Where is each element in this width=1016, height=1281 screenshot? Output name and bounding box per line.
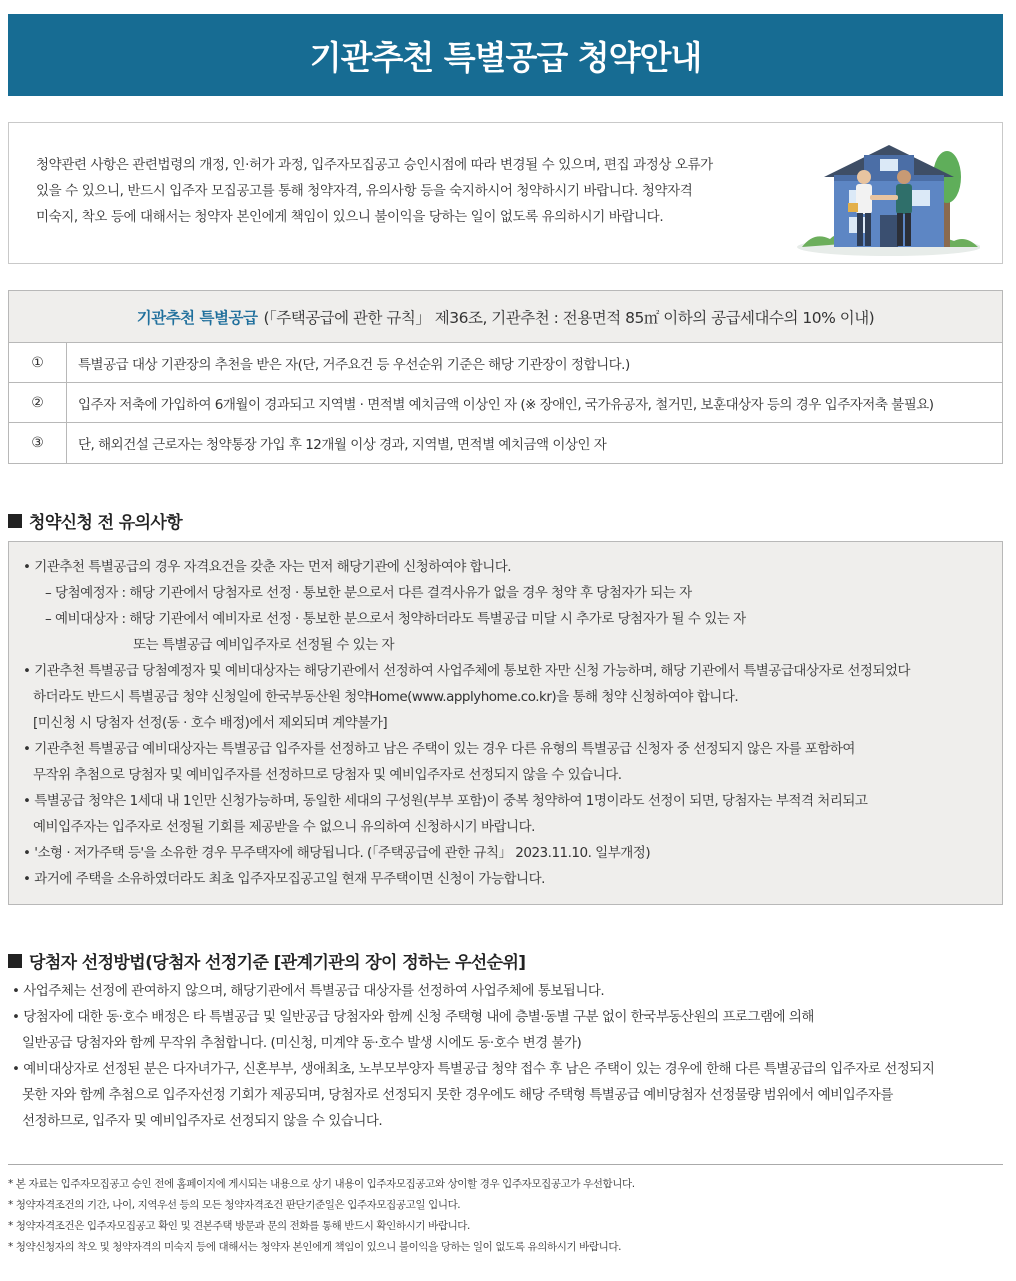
list-item: • 기관추천 특별공급의 경우 자격요건을 갖춘 자는 먼저 해당기관에 신청하여야 합니다. <box>23 559 512 575</box>
list-item: 무작위 추첨으로 당첨자 및 예비입주자를 선정하므로 당첨자 및 예비입주자로 선정되지 않을 수 있습니다. <box>33 767 622 783</box>
list-item: 하더라도 반드시 특별공급 청약 신청일에 한국부동산원 청약Home(www.applyhome.co.kr)을 통해 청약 신청하여야 합니다. <box>33 689 739 705</box>
list-item: • 사업주체는 선정에 관여하지 않으며, 해당기관에서 특별공급 대상자를 선정하여 사업주체에 통보됩니다. <box>12 983 605 999</box>
footnote: * 청약자격조건의 기간, 나이, 지역우선 등의 모든 청약자격조건 판단기준일은 입주자모집공고일 입니다. <box>8 1199 461 1211</box>
row-number: ③ <box>9 423 67 463</box>
table-row <box>9 383 1002 423</box>
quota-table-header <box>9 291 1002 343</box>
square-bullet-icon <box>8 954 22 968</box>
quota-title: 기관추천 특별공급 <box>136 308 258 327</box>
page-title: 기관추천 특별공급 청약안내 <box>309 37 702 77</box>
list-item: – 당첨예정자 : 해당 기관에서 당첨자로 선정 · 통보한 분으로서 다른 결격사유가 없을 경우 청약 후 당첨자가 되는 자 <box>45 585 692 601</box>
caution-heading <box>8 508 182 533</box>
row-text: 단, 해외건설 근로자는 청약통장 가입 후 12개월 이상 경과, 지역별, 면적별 예치금액 이상인 자 <box>78 437 607 453</box>
list-item: 예비입주자는 입주자로 선정될 기회를 제공받을 수 없으니 유의하여 신청하시기 바랍니다. <box>33 819 535 835</box>
caution-title: 청약신청 전 유의사항 <box>29 513 183 533</box>
list-item: • 기관추천 특별공급 예비대상자는 특별공급 입주자를 선정하고 남은 주택이 있는 경우 다른 유형의 특별공급 신청자 중 선정되지 않은 자를 포함하여 <box>23 741 855 757</box>
notice-text <box>36 152 796 230</box>
method-title: 당첨자 선정방법(당첨자 선정기준 [관계기관의 장이 정하는 우선순위] <box>29 953 526 973</box>
quota-table <box>8 290 1003 464</box>
row-number: ② <box>9 383 67 422</box>
list-item: 일반공급 당첨자와 함께 무작위 추첨합니다. (미신청, 미계약 동·호수 발생 시에도 동·호수 변경 불가) <box>22 1035 582 1051</box>
notice-line: 미숙지, 착오 등에 대해서는 청약자 본인에게 책임이 있으니 불이익을 당하는 일이 없도록 유의하시기 바랍니다. <box>36 209 664 225</box>
row-text: 특별공급 대상 기관장의 추천을 받은 자(단, 거주요건 등 우선순위 기준은 해당 기관장이 정합니다.) <box>78 356 630 373</box>
list-item: • 당첨자에 대한 동·호수 배정은 타 특별공급 및 일반공급 당첨자와 함께 신청 주택형 내에 층별·동별 구분 없이 한국부동산원의 프로그램에 의해 <box>12 1009 814 1025</box>
method-list <box>8 978 1003 1134</box>
table-row <box>9 423 1002 463</box>
method-heading <box>8 948 525 973</box>
list-item: – 예비대상자 : 해당 기관에서 예비자로 선정 · 통보한 분으로서 청약하더라도 특별공급 미달 시 추가로 당첨자가 될 수 있는 자 <box>45 611 746 627</box>
notice-line: 있을 수 있으니, 반드시 입주자 모집공고를 통해 청약자격, 유의사항 등을 숙지하시어 청약하시기 바랍니다. 청약자격 <box>36 183 693 199</box>
title-banner <box>8 14 1003 96</box>
notice-line: 청약관련 사항은 관련법령의 개정, 인·허가 과정, 입주자모집공고 승인시점에 따라 변경될 수 있으며, 편집 과정상 오류가 <box>36 157 713 173</box>
house-handshake-illustration <box>794 135 980 257</box>
footnote: * 본 자료는 입주자모집공고 승인 전에 홈페이지에 게시되는 내용으로 상기 내용이 입주자모집공고와 상이할 경우 입주자모집공고가 우선합니다. <box>8 1178 635 1190</box>
table-row <box>9 343 1002 383</box>
quota-subtitle: (「주택공급에 관한 규칙」 제36조, 기관추천 : 전용면적 85㎡ 이하의 공급세대수의 10% 이내) <box>263 308 875 327</box>
list-item: 못한 자와 함께 추첨으로 입주자선정 기회가 제공되며, 당첨자로 선정되지 못한 경우에도 해당 주택형 특별공급 예비당첨자 선정물량 범위에서 예비입주자를 <box>22 1087 893 1103</box>
list-item: • 예비대상자로 선정된 분은 다자녀가구, 신혼부부, 생애최초, 노부모부양자 특별공급 청약 접수 후 남은 주택이 있는 경우에 한해 다른 특별공급의 입주자로 선정되지 <box>12 1061 935 1077</box>
row-text: 입주자 저축에 가입하여 6개월이 경과되고 지역별 · 면적별 예치금액 이상인 자 (※ 장애인, 국가유공자, 철거민, 보훈대상자 등의 경우 입주자저축 불필요) <box>78 396 934 413</box>
footnote: * 청약신청자의 착오 및 청약자격의 미숙지 등에 대해서는 청약자 본인에게 책임이 있으니 불이익을 당하는 일이 없도록 유의하시기 바랍니다. <box>8 1241 622 1253</box>
square-bullet-icon <box>8 514 22 528</box>
list-item: • 과거에 주택을 소유하였더라도 최초 입주자모집공고일 현재 무주택이면 신청이 가능합니다. <box>23 871 545 887</box>
caution-box <box>8 541 1003 905</box>
row-number: ① <box>9 343 67 382</box>
list-item: • 기관추천 특별공급 당첨예정자 및 예비대상자는 해당기관에서 선정하여 사업주체에 통보한 자만 신청 가능하며, 해당 기관에서 특별공급대상자로 선정되었다 <box>23 663 911 679</box>
footnote: * 청약자격조건은 입주자모집공고 확인 및 견본주택 방문과 문의 전화를 통해 반드시 확인하시기 바랍니다. <box>8 1220 470 1232</box>
list-item: 또는 특별공급 예비입주자로 선정될 수 있는 자 <box>133 637 395 653</box>
list-item: • '소형 · 저가주택 등'을 소유한 경우 무주택자에 해당됩니다. (「주택공급에 관한 규칙」 2023.11.10. 일부개정) <box>23 845 651 861</box>
list-item: 선정하므로, 입주자 및 예비입주자로 선정되지 않을 수 있습니다. <box>22 1113 383 1129</box>
notice-box <box>8 122 1003 264</box>
list-item: • 특별공급 청약은 1세대 내 1인만 신청가능하며, 동일한 세대의 구성원(부부 포함)이 중복 청약하여 1명이라도 선정이 되면, 당첨자는 부적격 처리되고 <box>23 793 868 809</box>
list-item: [미신청 시 당첨자 선정(동 · 호수 배정)에서 제외되며 계약불가] <box>33 715 388 731</box>
footnotes <box>8 1164 1003 1258</box>
